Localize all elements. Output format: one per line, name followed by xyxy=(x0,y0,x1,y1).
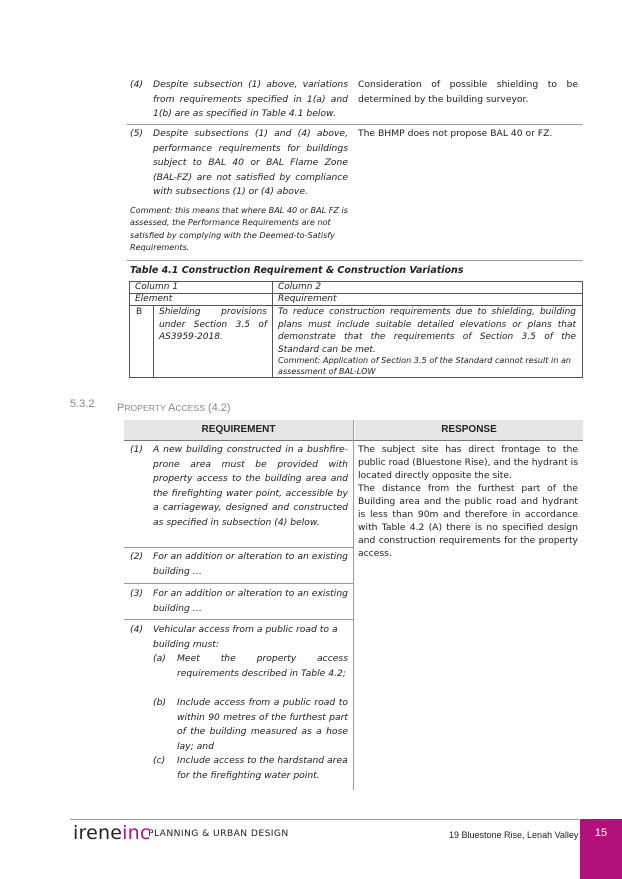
subitem-b-label: (b) xyxy=(153,697,167,708)
row-5-response: The BHMP does not propose BAL 40 or FZ. xyxy=(358,128,553,139)
company-logo xyxy=(73,821,150,845)
subitem-c-text: Include access to the hardstand area for the firefighting water point. xyxy=(177,755,348,781)
company-tagline: PLANNING & URBAN DESIGN xyxy=(148,828,289,839)
req-row-2-number: (2) xyxy=(130,551,144,562)
title-smallcaps: ROPERTY xyxy=(124,403,168,413)
row-divider xyxy=(124,619,353,620)
table-41-caption: Table 4.1 Construction Requirement & Construction Variations xyxy=(130,265,464,276)
page-number: 15 xyxy=(594,827,608,839)
footer-rule xyxy=(70,819,579,820)
row-divider xyxy=(127,260,583,261)
subitem-a-text: Meet the property access requirements described in Table 4.2; xyxy=(177,653,348,679)
row-divider xyxy=(127,124,583,125)
row-divider xyxy=(124,547,353,548)
section-number: 5.3.2 xyxy=(70,398,95,410)
title-suffix: (4.2) xyxy=(204,402,231,414)
row-code: B xyxy=(136,307,143,317)
col1-header: Column 1 xyxy=(135,282,179,292)
grid-line xyxy=(130,293,582,294)
row-4-number: (4) xyxy=(130,79,144,90)
col2-header: Column 2 xyxy=(278,282,322,292)
section-title xyxy=(117,398,231,416)
req-row-2-text: For an addition or alteration to an existing building … xyxy=(153,551,348,577)
row-4-response: Consideration of possible shielding to be determined by the building surveyor. xyxy=(358,79,578,105)
row-4-requirement: Despite subsection (1) above, variations from requirements specified in 1(a) and 1(b) are as specified in Table 4.1 below. xyxy=(153,79,348,120)
row-element: Shielding provisions under Section 3.5 of AS3959-2018. xyxy=(159,307,267,342)
title-cap: P xyxy=(117,402,125,414)
subitem-a-label: (a) xyxy=(153,653,166,664)
response-paragraph-2: The distance from the furthest part of the Building area and the public road and hydrant is less than 90m and therefore in accordance with Table 4.2 (A) there is no specified design and construction requirements for the property access. xyxy=(358,483,578,559)
response-paragraph-1: The subject site has direct frontage to the public road (Bluestone Rise), and the hydrant is located directly opposite the site. xyxy=(358,444,578,481)
footer-address: 19 Bluestone Rise, Lenah Valley xyxy=(449,830,579,840)
title-cap: A xyxy=(167,402,176,414)
row-5-number: (5) xyxy=(130,128,144,139)
req-row-4-text: Vehicular access from a public road to a building must: xyxy=(153,624,338,650)
req-row-1-text: A new building constructed in a bushfire-prone area must be provided with property access to the building area and the firefighting water point, accessible by a carriageway, designed and constructed as specified in subsection (4) below. xyxy=(153,444,348,528)
row-divider xyxy=(124,583,353,584)
grid-line xyxy=(272,282,273,377)
subitem-c-label: (c) xyxy=(153,755,166,766)
req-row-3-text: For an addition or alteration to an existing building … xyxy=(153,588,348,614)
row-comment: Comment: Application of Section 3.5 of the Standard cannot result in an assessment of BAL-LOW xyxy=(278,355,572,376)
logo-main: irene xyxy=(73,822,123,844)
header-requirement: REQUIREMENT xyxy=(124,420,353,440)
req-row-1-number: (1) xyxy=(130,444,144,455)
grid-line xyxy=(153,305,154,377)
column-divider xyxy=(353,420,354,790)
logo-accent: inc xyxy=(122,822,151,844)
row-5-comment: Comment: this means that where BAL 40 or BAL FZ is assessed, the Performance Requirements are not satisfied by complying with the Deemed-to-Satisfy Requirements. xyxy=(130,205,348,253)
req-row-3-number: (3) xyxy=(130,588,144,599)
req-row-4-number: (4) xyxy=(130,624,144,635)
requirement-header: Requirement xyxy=(278,294,337,304)
title-smallcaps: CCESS xyxy=(175,403,205,413)
element-header: Element xyxy=(135,294,173,304)
row-5-requirement: Despite subsections (1) and (4) above, performance requirements for buildings subject to BAL 40 or BAL Flame Zone (BAL-FZ) are not satisfied by compliance with subsections (1) or (4) above. xyxy=(153,128,348,198)
table-41 xyxy=(129,281,583,378)
header-response: RESPONSE xyxy=(355,420,583,440)
row-requirement: To reduce construction requirements due to shielding, building plans must include suitable detailed elevations or plans that demonstrate that the requirements of Section 3.5 of the Standard can be met. xyxy=(278,307,576,355)
subitem-b-text: Include access from a public road to within 90 metres of the furthest part of the building measured as a hose lay; and xyxy=(177,697,348,752)
